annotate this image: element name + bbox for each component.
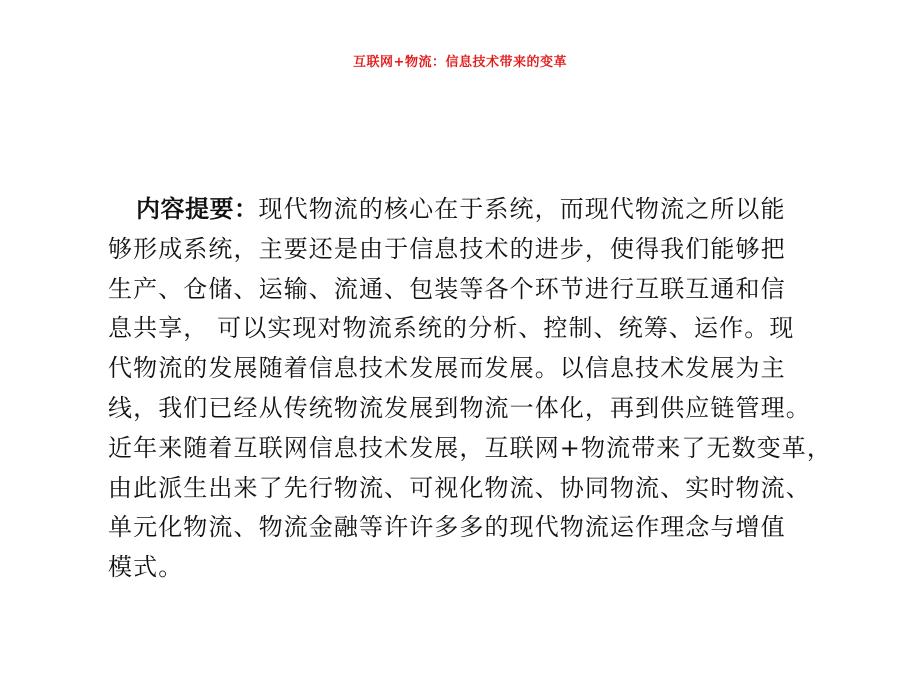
abstract-paragraph [108, 190, 838, 588]
abstract-lead-label: 内容提要： [136, 195, 259, 223]
abstract-line: 单元化物流、物流金融等许许多多的现代物流运作理念与增值 [108, 513, 786, 542]
abstract-line: 生产、仓储、运输、流通、包装等各个环节进行互联互通和信 [108, 274, 786, 303]
abstract-line: 模式。 [108, 553, 184, 582]
abstract-line: 近年来随着互联网信息技术发展，互联网+物流带来了无数变革， [108, 433, 833, 462]
abstract-line: 够形成系统，主要还是由于信息技术的进步，使得我们能够把 [108, 234, 786, 263]
abstract-line: 代物流的发展随着信息技术发展而发展。以信息技术发展为主 [108, 354, 786, 383]
abstract-line: 息共享， 可以实现对物流系统的分析、控制、统筹、运作。现 [108, 314, 795, 343]
abstract-text: 现代物流的核心在于系统，而现代物流之所以能 [258, 195, 786, 223]
abstract-line-1 [108, 190, 838, 230]
slide-title: 互联网+物流：信息技术带来的变革 [353, 55, 567, 70]
abstract-line: 线，我们已经从传统物流发展到物流一体化，再到供应链管理。 [108, 393, 811, 422]
abstract-line: 由此派生出来了先行物流、可视化物流、协同物流、实时物流、 [108, 473, 811, 502]
